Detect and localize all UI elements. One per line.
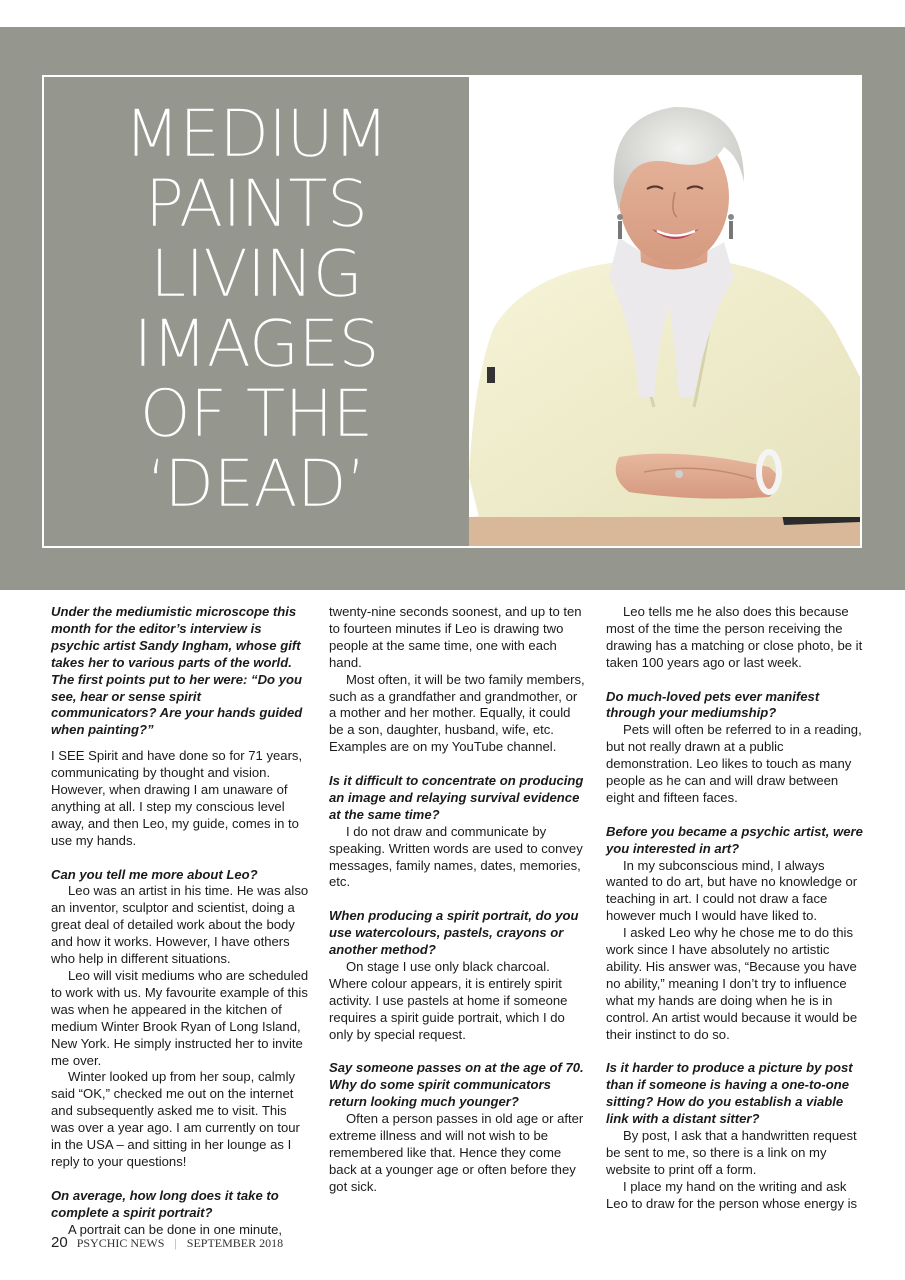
portrait-photo [469,77,860,546]
interview-question: Do much-loved pets ever manifest through your mediumship? [606,688,820,721]
article-column-3 [606,604,864,1213]
body-paragraph: Most often, it will be two family members, such as a grandfather and grandmother, or a mother and her mother. Equally, it could be a son, daughter, husband, wife, etc. Examples are on my YouTube channel. [329,671,585,755]
interview-question: On average, how long does it take to complete a spirit portrait? [51,1187,279,1220]
body-paragraph: Pets will often be referred to in a reading, but not really drawn at a public demonstration. Leo likes to touch as many people as he can and will draw between eight and fifteen faces. [606,722,862,805]
body-paragraph: By post, I ask that a handwritten request be sent to me, so there is a link on my website to print off a form. [606,1128,857,1177]
interview-question: When producing a spirit portrait, do you use watercolours, pastels, crayons or another method? [329,908,579,958]
headline-line: LIVING [149,237,362,312]
body-paragraph: In my subconscious mind, I always wanted to do art, but have no knowledge or teaching in art. I could not draw a face however much I would have liked to. [606,857,858,924]
interview-question: Say someone passes on at the age of 70. Why do some spirit communicators return looking much younger? [329,1060,584,1110]
interview-question: Can you tell me more about Leo? [51,866,258,882]
interview-question: Before you became a psychic artist, were you interested in art? [606,823,863,856]
body-paragraph: I place my hand on the writing and ask Leo to draw for the person whose energy is [606,1178,858,1211]
body-paragraph: twenty-nine seconds soonest, and up to ten to fourteen minutes if Leo is drawing two people at the same time, one with each hand. [329,604,582,670]
article-column-2 [329,604,587,1196]
body-paragraph: On stage I use only black charcoal. Where colour appears, it is entirely spirit activity. I use pastels at home if someone requires a spirit guide portrait, which I do only by special request. [329,959,568,1042]
body-paragraph: Leo will visit mediums who are scheduled to work with us. My favourite example of this was when he appeared in the kitchen of medium Winter Brook Ryan of Long Island, New York. He simply instructed her to invite me over. [51,968,309,1068]
headline-line: ‘DEAD’ [146,447,366,522]
publication-name: PSYCHIC NEWS [76,1236,165,1250]
footer-separator: | [174,1236,177,1250]
portrait-illustration [469,77,860,546]
page-number: 20 [51,1234,68,1251]
headline [44,97,468,522]
headline-line: PAINTS [144,167,368,242]
body-paragraph: Leo tells me he also does this because most of the time the person receiving the drawing has a matching or close photo, be it taken 100 years ago or last week. [606,604,863,670]
body-paragraph: I SEE Spirit and have done so for 71 years, communicating by thought and vision. However, when drawing I am unaware of anything at all. I step my conscious level away, and then Leo, my guide, comes in to use my hands. [51,748,303,848]
article-column-1 [51,604,309,1239]
body-paragraph: I asked Leo why he chose me to do this work since I have absolutely no artistic ability. His answer was, “Because you have no ability,” meaning I don’t try to influence what my hands are doing when he is in control. An artist would because it would be their instinct to do so. [606,925,858,1042]
interview-question: Is it difficult to concentrate on producing an image and relaying survival evidence at the same time? [329,773,584,822]
intro-standfirst: Under the mediumistic microscope this month for the editor’s interview is psychic artist Sandy Ingham, whose gift takes her to various parts of the world. The first points put to her were: “Do you see, hear or sense spirit communicators? Are your hands guided when painting?” [51,604,303,738]
headline-line: IMAGES [133,307,379,382]
headline-line: OF THE [139,377,373,452]
body-paragraph: I do not draw and communicate by speaking. Written words are used to convey messages, family names, dates, memories, etc. [329,823,583,890]
body-paragraph: Leo was an artist in his time. He was also an inventor, sculptor and scientist, doing a great deal of detailed work about the body and how it works. However, I have others who help in different situations. [51,883,309,967]
page-footer [51,1234,283,1251]
body-paragraph: Winter looked up from her soup, calmly said “OK,” checked me out on the internet and subsequently asked me to visit. This was over a year ago. I am currently on tour in the USA – and sitting in her lounge as I reply to your questions! [51,1069,300,1169]
headline-line: MEDIUM [123,97,389,172]
body-paragraph: Often a person passes in old age or after extreme illness and will not wish to be remembered like that. Hence they come back at a younger age or often before they got sick. [329,1111,584,1194]
body-paragraph: A portrait can be done in one minute, [68,1221,283,1237]
interview-question: Is it harder to produce a picture by post than if someone is having a one-to-one sitting? How do you establish a viable link with a distant sitter? [606,1060,853,1127]
issue-date: SEPTEMBER 2018 [186,1236,284,1250]
